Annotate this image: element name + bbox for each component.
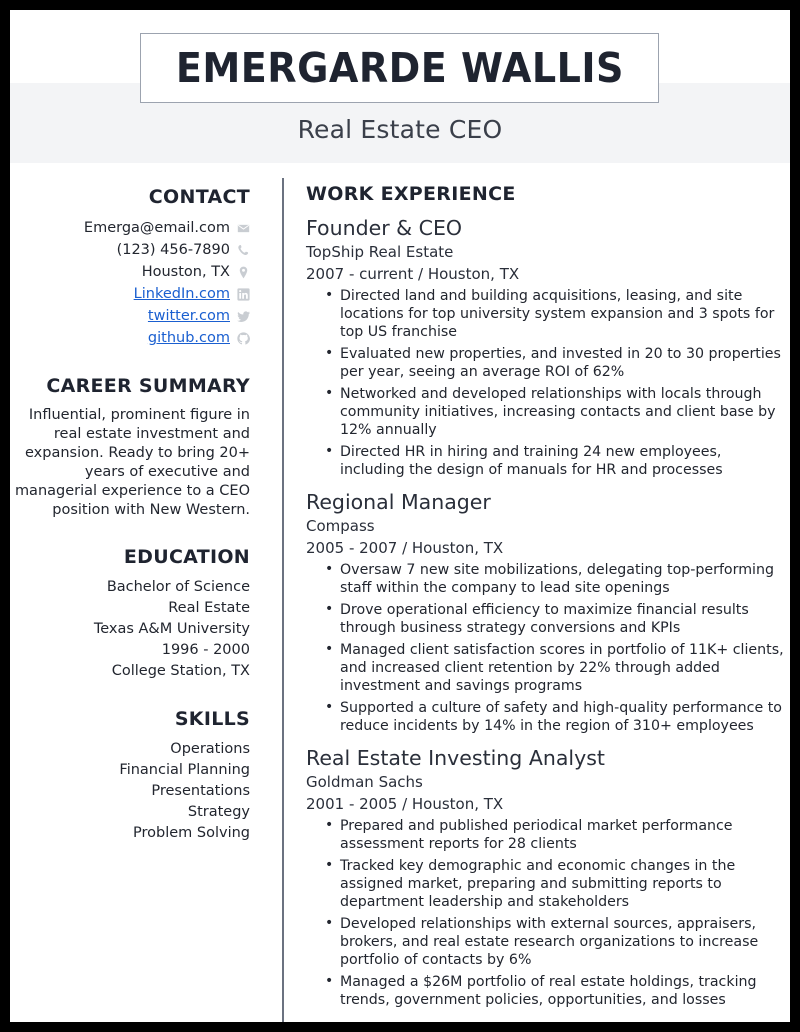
job-bullet: • Managed client satisfaction scores in portfolio of 11K+ clients, and increased client retention by 22% through added investment and savings programs — [340, 641, 784, 695]
main-column — [306, 163, 784, 1013]
contact-item-email — [10, 217, 250, 239]
contact-list — [10, 217, 272, 349]
linkedin-icon[interactable] — [237, 288, 250, 301]
job-company: TopShip Real Estate — [306, 243, 454, 261]
contact-phone-text: (123) 456-7890 — [116, 242, 230, 258]
job-bullet: • Directed HR in hiring and training 24 new employees, including the design of manuals for HR and processes — [340, 443, 784, 479]
contact-location-text: Houston, TX — [141, 264, 230, 280]
contact-item-twitter[interactable] — [10, 305, 250, 327]
contact-item-linkedin[interactable] — [10, 283, 250, 305]
job-bullet: • Supported a culture of safety and high-quality performance to reduce incidents by 14% in the region of 310+ employees — [340, 699, 784, 735]
job-bullet: • Oversaw 7 new site mobilizations, delegating top-performing staff within the company to lead site openings — [340, 561, 784, 597]
education-line: Bachelor of Science — [106, 579, 250, 595]
resume-body — [10, 163, 790, 1022]
education-section — [10, 546, 272, 682]
job-company: Compass — [306, 517, 375, 535]
job-company: Goldman Sachs — [306, 773, 423, 791]
contact-email-text: Emerga@email.com — [83, 220, 230, 236]
work-experience-heading: WORK EXPERIENCE — [306, 183, 516, 205]
skills-heading: SKILLS — [174, 708, 250, 730]
job-bullet: • Drove operational efficiency to maximize financial results through business strategy conversions and KPIs — [340, 601, 784, 637]
job-bullet-list — [306, 817, 784, 1009]
job-title: Founder & CEO — [306, 216, 463, 240]
skill-item: Strategy — [187, 804, 250, 820]
contact-item-phone — [10, 239, 250, 261]
job-bullet: • Directed land and building acquisitions, leasing, and site locations for top university system expansion and 3 spots for top US franchise — [340, 287, 784, 341]
education-heading: EDUCATION — [123, 546, 250, 568]
contact-item-location — [10, 261, 250, 283]
career-summary-heading: CAREER SUMMARY — [46, 375, 250, 397]
job-entry — [306, 745, 784, 1009]
contact-github-text[interactable]: github.com — [147, 330, 230, 346]
job-bullet: • Evaluated new properties, and invested in 20 to 30 properties per year, seeing an average ROI of 62% — [340, 345, 784, 381]
phone-icon — [237, 244, 250, 257]
contact-linkedin-text[interactable]: LinkedIn.com — [133, 286, 230, 302]
contact-twitter-text[interactable]: twitter.com — [147, 308, 230, 324]
column-divider — [282, 178, 284, 1022]
contact-heading: CONTACT — [148, 186, 250, 208]
github-icon[interactable] — [237, 332, 250, 345]
job-entry — [306, 489, 784, 735]
education-line: 1996 - 2000 — [161, 642, 250, 658]
education-line: College Station, TX — [111, 663, 250, 679]
job-bullet: • Developed relationships with external sources, appraisers, brokers, and real estate research organizations to increase portfolio of contacts by 6% — [340, 915, 784, 969]
envelope-icon — [237, 222, 250, 235]
skill-item: Financial Planning — [119, 762, 250, 778]
job-title: Real Estate Investing Analyst — [306, 746, 605, 770]
job-bullet: • Tracked key demographic and economic changes in the assigned market, preparing and submitting reports to department leadership and stakeholders — [340, 857, 784, 911]
candidate-job-title: Real Estate CEO — [297, 115, 503, 144]
skill-item: Operations — [170, 741, 250, 757]
sidebar-column — [10, 163, 272, 844]
resume-sheet — [10, 10, 790, 1022]
location-pin-icon — [237, 266, 250, 279]
contact-item-github[interactable] — [10, 327, 250, 349]
job-dates-location: 2007 - current / Houston, TX — [306, 265, 520, 283]
education-line: Texas A&M University — [93, 621, 250, 637]
job-entry — [306, 215, 784, 479]
job-title: Regional Manager — [306, 490, 491, 514]
twitter-icon[interactable] — [237, 310, 250, 323]
skill-item: Problem Solving — [133, 825, 250, 841]
job-bullet: • Managed a $26M portfolio of real estate holdings, tracking trends, government policies, opportunities, and losses — [340, 973, 784, 1009]
education-line: Real Estate — [168, 600, 250, 616]
contact-section — [10, 186, 272, 349]
career-summary-text: Influential, prominent figure in real estate investment and expansion. Ready to bring 20+ years of executive and managerial experience to a CEO position with New Western. — [14, 407, 250, 518]
name-box — [140, 33, 659, 103]
career-summary-section — [10, 375, 272, 520]
skills-section — [10, 708, 272, 844]
job-bullet-list — [306, 287, 784, 479]
candidate-name: EMERGARDE WALLIS — [175, 44, 624, 92]
skill-item: Presentations — [151, 783, 250, 799]
job-dates-location: 2001 - 2005 / Houston, TX — [306, 795, 504, 813]
job-dates-location: 2005 - 2007 / Houston, TX — [306, 539, 504, 557]
job-bullet: • Prepared and published periodical market performance assessment reports for 28 clients — [340, 817, 784, 853]
job-bullet-list — [306, 561, 784, 735]
job-bullet: • Networked and developed relationships with locals through community initiatives, increasing contacts and client base by 12% annually — [340, 385, 784, 439]
